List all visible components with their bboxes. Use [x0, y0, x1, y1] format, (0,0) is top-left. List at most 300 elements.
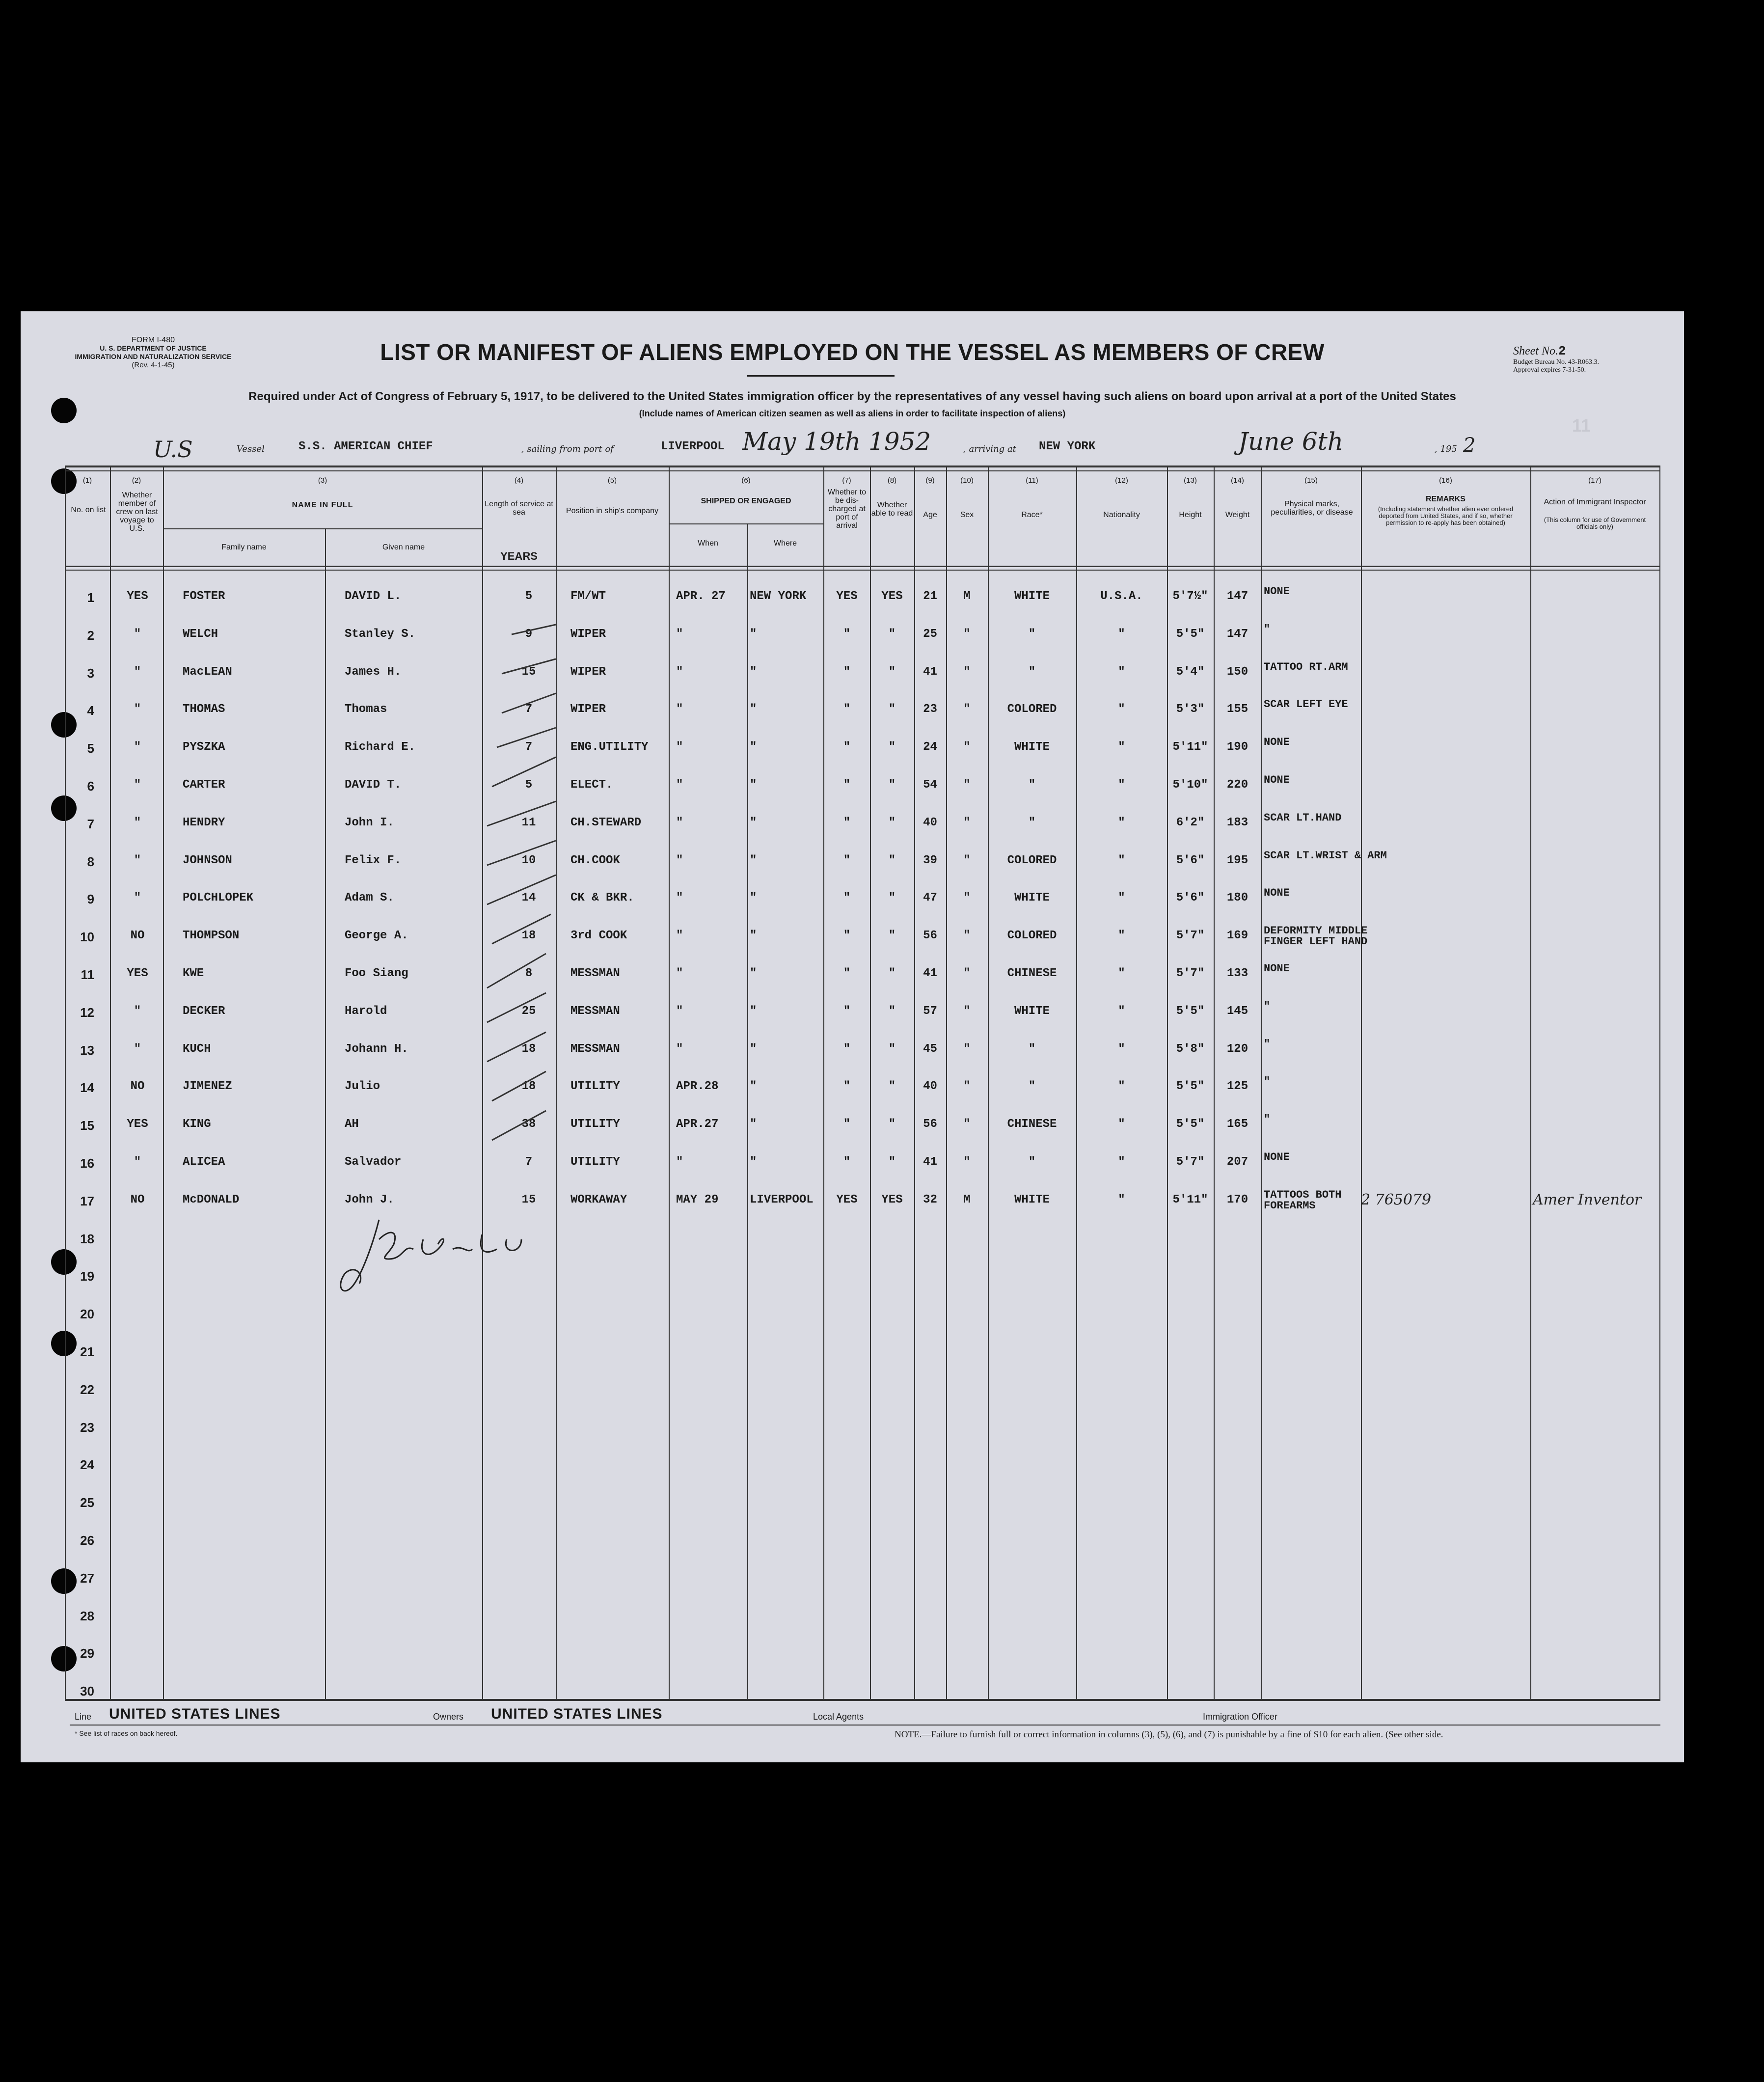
vessel-name: S.S. AMERICAN CHIEF [299, 440, 433, 453]
position-cell: WIPER [570, 665, 606, 679]
family-name-cell: JIMENEZ [183, 1080, 232, 1094]
race-cell: " [1028, 816, 1036, 829]
race-cell: " [1028, 1042, 1036, 1056]
weight-cell: 125 [1226, 1080, 1248, 1094]
family-name-cell: ALICEA [183, 1155, 225, 1169]
sheet-number [1513, 344, 1566, 358]
when-cell: " [676, 929, 683, 943]
weight-cell: 190 [1226, 740, 1248, 754]
read-cell: " [888, 929, 896, 943]
height-cell: 5'4" [1176, 665, 1205, 679]
vessel-label: Vessel [237, 444, 265, 454]
header-action: Action of Immigrant Inspector [1544, 498, 1646, 506]
position-cell: UTILITY [570, 1080, 620, 1094]
arriving-label: , arriving at [963, 444, 1016, 454]
marks-cell: SCAR LEFT EYE [1264, 698, 1348, 711]
height-cell: 5'5" [1176, 627, 1205, 641]
member-cell: YES [127, 1118, 148, 1131]
footer-races-note: * See list of races on back hereof. [75, 1729, 178, 1737]
read-cell: " [888, 1080, 896, 1094]
colnum-17: (17) [1588, 476, 1601, 485]
colnum-10: (10) [960, 476, 974, 485]
family-name-cell: THOMPSON [183, 929, 240, 943]
given-name-cell: Foo Siang [345, 967, 408, 980]
action-cell: Amer Inventor [1533, 1191, 1642, 1208]
member-cell: " [134, 816, 141, 829]
given-name-cell: Johann H. [345, 1042, 408, 1056]
years-cell: 15 [521, 1193, 536, 1206]
weight-cell: 195 [1226, 853, 1248, 867]
footer-officer-label: Immigration Officer [1203, 1712, 1277, 1722]
weight-cell: 150 [1226, 665, 1248, 679]
marks-cell: SCAR LT.HAND [1264, 811, 1342, 824]
discharged-cell: " [843, 816, 851, 829]
header-race: Race* [1021, 511, 1043, 519]
remarks-cell: 2 765079 [1361, 1191, 1432, 1208]
colnum-16: (16) [1439, 476, 1452, 485]
col-border [110, 466, 111, 1701]
row-number: 11 [81, 967, 94, 982]
height-cell: 5'6" [1176, 891, 1205, 905]
position-cell: UTILITY [570, 1155, 620, 1169]
header-physical-marks: Physical marks, peculiarities, or disease [1271, 500, 1353, 517]
years-cell: 7 [525, 1155, 533, 1169]
weight-cell: 145 [1226, 1004, 1248, 1018]
requirement-text: Required under Act of Congress of February 5, 1917, to be delivered to the United States immigration officer by the representatives of any vessel having such aliens on board upon arrival at a port of the United States [248, 390, 1456, 403]
member-cell: " [134, 627, 141, 641]
given-name-cell: Felix F. [345, 853, 402, 867]
given-name-cell: George A. [345, 929, 408, 943]
read-cell: YES [881, 590, 903, 603]
discharged-cell: " [843, 665, 851, 679]
race-cell: COLORED [1007, 703, 1057, 716]
where-cell: " [750, 891, 757, 905]
row-number: 6 [87, 779, 94, 794]
read-cell: " [888, 665, 896, 679]
read-cell: " [888, 627, 896, 641]
sailing-label: , sailing from port of [521, 444, 614, 454]
when-cell: APR.28 [676, 1080, 719, 1094]
read-cell: " [888, 1004, 896, 1018]
position-cell: FM/WT [570, 590, 606, 603]
sex-cell: " [963, 929, 971, 943]
where-cell: NEW YORK [750, 590, 807, 603]
when-cell: " [676, 778, 683, 792]
col-border [669, 466, 670, 1701]
given-name-cell: Richard E. [345, 740, 416, 754]
when-cell: " [676, 1004, 683, 1018]
height-cell: 5'5" [1176, 1080, 1205, 1094]
when-cell: " [676, 1155, 683, 1169]
years-cell: 18 [521, 1042, 536, 1056]
row-number: 24 [80, 1457, 94, 1473]
discharged-cell: " [843, 740, 851, 754]
table-top-rule-2 [65, 470, 1660, 471]
height-cell: 5'7" [1176, 967, 1205, 980]
header-no-on-list: No. on list [71, 506, 106, 514]
nationality-cell: " [1118, 1080, 1125, 1094]
member-cell: NO [130, 1080, 145, 1094]
discharged-cell: " [843, 1118, 851, 1131]
col-border [1530, 466, 1531, 1701]
discharged-cell: " [843, 778, 851, 792]
row-number: 21 [80, 1344, 94, 1359]
height-cell: 5'10" [1172, 778, 1208, 792]
position-cell: CH.STEWARD [570, 816, 642, 829]
age-cell: 40 [923, 816, 937, 829]
when-cell: " [676, 627, 683, 641]
sex-cell: " [963, 778, 971, 792]
row-number: 20 [80, 1307, 94, 1322]
where-cell: " [750, 778, 757, 792]
col-border [747, 524, 748, 1701]
given-name-cell: Stanley S. [345, 627, 416, 641]
age-cell: 56 [923, 1118, 937, 1131]
footer-rule [70, 1725, 1660, 1726]
race-cell: CHINESE [1007, 967, 1057, 980]
footer-owners-value: UNITED STATES LINES [491, 1706, 663, 1722]
nationality-cell: " [1118, 1193, 1125, 1206]
age-cell: 41 [923, 1155, 937, 1169]
row-number: 12 [80, 1005, 94, 1020]
read-cell: " [888, 816, 896, 829]
sex-cell: " [963, 627, 971, 641]
years-cell: 38 [521, 1118, 536, 1131]
position-cell: CH.COOK [570, 853, 620, 867]
family-name-cell: WELCH [183, 627, 218, 641]
row-number: 13 [80, 1042, 94, 1058]
position-cell: CK & BKR. [570, 891, 634, 905]
when-cell: APR. 27 [676, 590, 726, 603]
header-discharged: Whether to be dis-charged at port of arrival [827, 488, 867, 530]
member-cell: YES [127, 590, 148, 603]
row-number: 8 [87, 854, 94, 869]
weight-cell: 120 [1226, 1042, 1248, 1056]
where-cell: " [750, 627, 757, 641]
where-cell: " [750, 1004, 757, 1018]
header-where: Where [773, 539, 797, 548]
marks-cell: TATTOO RT.ARM [1264, 660, 1348, 673]
row-number: 23 [80, 1420, 94, 1435]
years-cell: 7 [525, 703, 533, 716]
years-cell: 5 [525, 590, 533, 603]
colnum-6: (6) [741, 476, 751, 485]
discharged-cell: " [843, 1042, 851, 1056]
marks-cell: DEFORMITY MIDDLE FINGER LEFT HAND [1264, 925, 1368, 948]
position-cell: WIPER [570, 703, 606, 716]
nationality-cell: " [1118, 1118, 1125, 1131]
sex-cell: M [963, 1193, 971, 1206]
flag-handwritten: U.S [153, 436, 193, 463]
age-cell: 56 [923, 929, 937, 943]
member-cell: " [134, 665, 141, 679]
sex-cell: " [963, 665, 971, 679]
colnum-15: (15) [1304, 476, 1318, 485]
read-cell: " [888, 740, 896, 754]
row-number: 4 [87, 703, 94, 718]
nationality-cell: " [1118, 967, 1125, 980]
header-weight: Weight [1225, 511, 1250, 519]
row-number: 25 [80, 1495, 94, 1510]
header-years: YEARS [500, 550, 538, 562]
corner-mark: 11 [1572, 415, 1591, 436]
footer-line-value: UNITED STATES LINES [109, 1706, 281, 1722]
row-number: 3 [87, 665, 94, 681]
row-number: 14 [80, 1080, 94, 1096]
discharged-cell: " [843, 1155, 851, 1169]
weight-cell: 170 [1226, 1193, 1248, 1206]
weight-cell: 155 [1226, 703, 1248, 716]
position-cell: MESSMAN [570, 967, 620, 980]
member-cell: " [134, 891, 141, 905]
colnum-7: (7) [842, 476, 851, 485]
form-number: FORM I-480 [131, 336, 175, 344]
read-cell: " [888, 891, 896, 905]
where-cell: " [750, 929, 757, 943]
read-cell: " [888, 1155, 896, 1169]
service-name: IMMIGRATION AND NATURALIZATION SERVICE [75, 353, 232, 360]
member-cell: " [134, 1155, 141, 1169]
header-action-note: (This column for use of Government officials only) [1544, 516, 1646, 530]
row-number: 22 [80, 1382, 94, 1397]
header-nationality: Nationality [1103, 511, 1140, 519]
race-cell: COLORED [1007, 929, 1057, 943]
member-cell: " [134, 1004, 141, 1018]
row-number: 10 [80, 930, 94, 945]
height-cell: 5'8" [1176, 1042, 1205, 1056]
marks-cell: " [1264, 1038, 1271, 1050]
when-cell: " [676, 665, 683, 679]
marks-cell: " [1264, 1113, 1271, 1126]
footer-agents-label: Local Agents [813, 1712, 864, 1722]
weight-cell: 220 [1226, 778, 1248, 792]
age-cell: 21 [923, 590, 937, 603]
header-age: Age [923, 511, 937, 519]
colnum-5: (5) [607, 476, 617, 485]
member-cell: YES [127, 967, 148, 980]
given-name-cell: AH [345, 1118, 359, 1131]
colnum-4: (4) [514, 476, 524, 485]
where-cell: " [750, 967, 757, 980]
row-number: 27 [80, 1570, 94, 1586]
sex-cell: " [963, 967, 971, 980]
sex-cell: " [963, 703, 971, 716]
row-number: 16 [80, 1156, 94, 1171]
read-cell: " [888, 967, 896, 980]
height-cell: 6'2" [1176, 816, 1205, 829]
family-name-cell: CARTER [183, 778, 225, 792]
sex-cell: " [963, 1155, 971, 1169]
sex-cell: " [963, 891, 971, 905]
age-cell: 40 [923, 1080, 937, 1094]
given-name-cell: John J. [345, 1193, 394, 1206]
age-cell: 41 [923, 665, 937, 679]
nationality-cell: " [1118, 1004, 1125, 1018]
family-name-cell: FOSTER [183, 590, 225, 603]
header-sex: Sex [960, 511, 974, 519]
member-cell: " [134, 853, 141, 867]
footer-note: NOTE.—Failure to furnish full or correct information in columns (3), (5), (6), and (7) is punishable by a fine of $10 for each alien. (See other side. [895, 1729, 1443, 1740]
header-remarks-note: (Including statement whether alien ever ordered deported from United States, and if so, whether permission to re-apply has been obtained) [1378, 505, 1514, 526]
header-length-service: Length of service at sea [485, 500, 553, 517]
colnum-11: (11) [1026, 476, 1038, 485]
family-name-cell: KING [183, 1118, 211, 1131]
age-cell: 41 [923, 967, 937, 980]
discharged-cell: " [843, 703, 851, 716]
age-cell: 47 [923, 891, 937, 905]
race-cell: WHITE [1014, 891, 1050, 905]
position-cell: MESSMAN [570, 1042, 620, 1056]
row-number: 28 [80, 1608, 94, 1623]
height-cell: 5'11" [1172, 740, 1208, 754]
height-cell: 5'5" [1176, 1118, 1205, 1131]
when-cell: " [676, 1042, 683, 1056]
age-cell: 54 [923, 778, 937, 792]
table-top-rule [65, 466, 1660, 467]
colnum-12: (12) [1115, 476, 1128, 485]
row-number: 26 [80, 1533, 94, 1548]
header-family-name: Family name [221, 543, 267, 551]
col-border [163, 466, 164, 1701]
weight-cell: 147 [1226, 627, 1248, 641]
years-cell: 18 [521, 1080, 536, 1094]
age-cell: 39 [923, 853, 937, 867]
table-bottom-rule [65, 1699, 1660, 1701]
nationality-cell: " [1118, 929, 1125, 943]
header-bottom-rule-2 [65, 570, 1660, 571]
height-cell: 5'7" [1176, 1155, 1205, 1169]
height-cell: 5'11" [1172, 1193, 1208, 1206]
colnum-8: (8) [887, 476, 897, 485]
race-cell: " [1028, 778, 1036, 792]
height-cell: 5'6" [1176, 853, 1205, 867]
race-cell: WHITE [1014, 590, 1050, 603]
race-cell: WHITE [1014, 1193, 1050, 1206]
where-cell: LIVERPOOL [750, 1193, 814, 1206]
nationality-cell: " [1118, 816, 1125, 829]
years-cell: 8 [525, 967, 533, 980]
where-cell: " [750, 1155, 757, 1169]
year-handwritten: 2 [1463, 434, 1476, 457]
signature [325, 1210, 580, 1318]
row-number: 29 [80, 1646, 94, 1661]
col-border [65, 466, 66, 1701]
nationality-cell: " [1118, 627, 1125, 641]
col-border [325, 529, 326, 1701]
race-cell: " [1028, 627, 1036, 641]
read-cell: " [888, 778, 896, 792]
discharged-cell: " [843, 967, 851, 980]
family-name-cell: POLCHLOPEK [183, 891, 254, 905]
race-cell: " [1028, 1155, 1036, 1169]
port-of-departure: LIVERPOOL [661, 440, 725, 453]
page-title: LIST OR MANIFEST OF ALIENS EMPLOYED ON THE VESSEL AS MEMBERS OF CREW [380, 339, 1325, 365]
where-cell: " [750, 1042, 757, 1056]
years-cell: 10 [521, 853, 536, 867]
years-cell: 18 [521, 929, 536, 943]
weight-cell: 169 [1226, 929, 1248, 943]
years-cell: 9 [525, 627, 533, 641]
family-name-cell: McDONALD [183, 1193, 240, 1206]
given-name-cell: Harold [345, 1004, 387, 1018]
years-cell: 11 [521, 816, 536, 829]
manifest-sheet [21, 311, 1684, 1762]
discharged-cell: " [843, 1080, 851, 1094]
sex-cell: " [963, 1118, 971, 1131]
marks-cell: NONE [1264, 736, 1290, 749]
col-border [823, 466, 824, 1701]
row-number: 30 [80, 1684, 94, 1699]
where-cell: " [750, 703, 757, 716]
sheet-value: 2 [1558, 344, 1566, 358]
arrival-date-handwritten: June 6th [1238, 427, 1344, 456]
colnum-14: (14) [1231, 476, 1244, 485]
sex-cell: " [963, 853, 971, 867]
nationality-cell: " [1118, 665, 1125, 679]
nationality-cell: " [1118, 740, 1125, 754]
position-cell: UTILITY [570, 1118, 620, 1131]
position-cell: WIPER [570, 627, 606, 641]
weight-cell: 207 [1226, 1155, 1248, 1169]
discharged-cell: YES [836, 1193, 858, 1206]
weight-cell: 133 [1226, 967, 1248, 980]
given-name-cell: James H. [345, 665, 402, 679]
tally-strokes [482, 571, 629, 1209]
row-number: 18 [80, 1231, 94, 1246]
col-border [1261, 466, 1262, 1701]
approval-expiry: Approval expires 7-31-50. [1513, 366, 1586, 374]
row-number: 1 [87, 590, 94, 605]
read-cell: " [888, 703, 896, 716]
sex-cell: " [963, 1042, 971, 1056]
position-cell: WORKAWAY [570, 1193, 627, 1206]
race-cell: " [1028, 1080, 1036, 1094]
read-cell: YES [881, 1193, 903, 1206]
member-cell: NO [130, 1193, 145, 1206]
race-cell: COLORED [1007, 853, 1057, 867]
header-remarks: REMARKS [1426, 495, 1465, 503]
marks-cell: " [1264, 1075, 1271, 1088]
race-cell: WHITE [1014, 1004, 1050, 1018]
age-cell: 32 [923, 1193, 937, 1206]
discharged-cell: " [843, 1004, 851, 1018]
height-cell: 5'5" [1176, 1004, 1205, 1018]
position-cell: ENG.UTILITY [570, 740, 649, 754]
race-cell: WHITE [1014, 740, 1050, 754]
header-when: When [698, 539, 718, 548]
header-height: Height [1179, 511, 1202, 519]
family-name-cell: KWE [183, 967, 204, 980]
name-subheader-rule [163, 528, 483, 529]
weight-cell: 147 [1226, 590, 1248, 603]
year-label: , 195 [1435, 444, 1457, 454]
marks-cell: NONE [1264, 962, 1290, 975]
marks-cell: " [1264, 623, 1271, 635]
given-name-cell: John I. [345, 816, 394, 829]
budget-number: Budget Bureau No. 43-R063.3. [1513, 358, 1599, 366]
sex-cell: " [963, 740, 971, 754]
read-cell: " [888, 1042, 896, 1056]
row-number: 9 [87, 892, 94, 907]
nationality-cell: " [1118, 891, 1125, 905]
where-cell: " [750, 740, 757, 754]
form-revision: (Rev. 4-1-45) [132, 361, 175, 369]
nationality-cell: U.S.A. [1100, 590, 1143, 603]
when-cell: " [676, 816, 683, 829]
height-cell: 5'7" [1176, 929, 1205, 943]
family-name-cell: MacLEAN [183, 665, 232, 679]
family-name-cell: PYSZKA [183, 740, 225, 754]
